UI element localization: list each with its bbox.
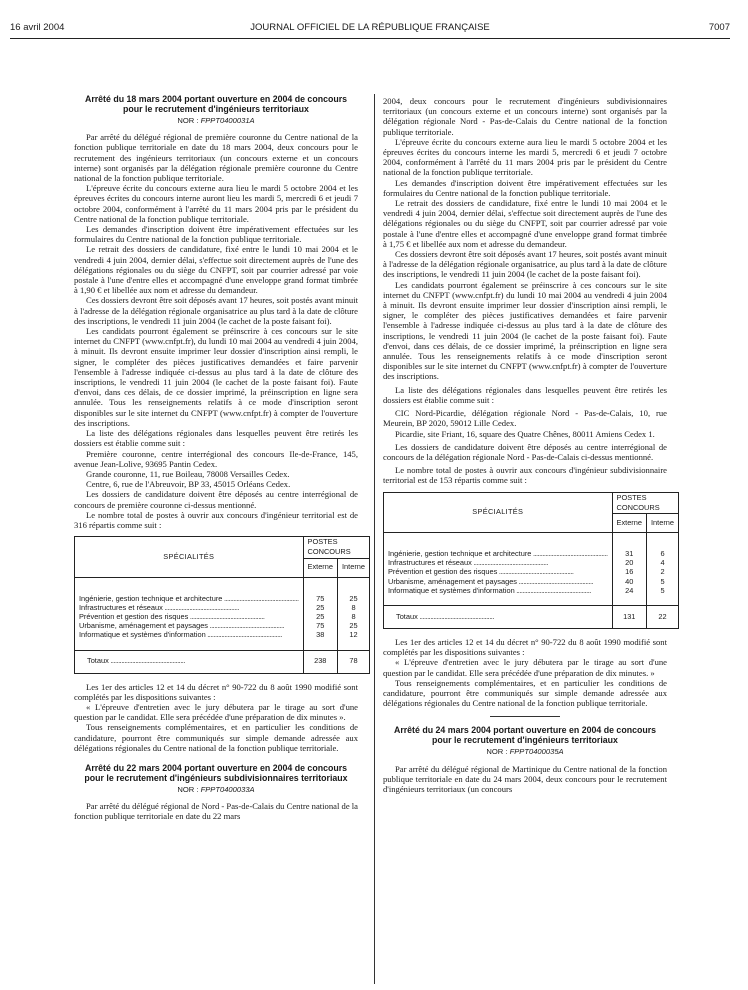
table-row [384,532,679,558]
row-label: Prévention et gestion des risques ..... [79,612,264,621]
paragraph: L'épreuve écrite du concours externe aura lieu le mardi 5 octobre 2004 et les épreuves écrites du concours interne les mardi 5, mercredi 6 et jeudi 7 octobre 2004, conformément à l'arrêté du 11 mars 2004 pris par le président du Centre national de la fonction publique territoriale. [383,136,667,178]
row-interne: 8 [338,612,370,621]
row-externe: 25 [303,612,337,621]
table-row [384,567,679,576]
row-interne: 5 [647,586,679,606]
header-date: 16 avril 2004 [10,22,65,33]
arrete-22-mars-nor [74,785,358,795]
totaux-label: Totaux ..... [87,656,185,665]
row-interne: 6 [647,532,679,558]
nor-label: NOR : [177,116,201,125]
table-row [75,621,370,630]
left-column [74,94,366,822]
row-label: Urbanisme, aménagement et paysages ..... [388,577,593,586]
column-divider [374,94,375,984]
header-page-number: 7007 [708,22,730,33]
row-label: Ingénierie, gestion technique et architecture ..... [79,594,299,603]
row-interne: 12 [338,630,370,650]
paragraph: Par arrêté du délégué régional de Martinique du Centre national de la fonction publique territoriale en date du 24 mars 2004, deux concours pour le recrutement d'ingénieurs territoriaux (un concours [383,763,667,794]
paragraph: La liste des délégations régionales dans lesquelles peuvent être retirés les dossiers est établie comme suit : [74,428,358,449]
row-interne: 2 [647,567,679,576]
row-interne: 5 [647,577,679,586]
row-externe: 25 [303,603,337,612]
paragraph: Centre, 6, rue de l'Abreuvoir, BP 33, 45015 Orléans Cedex. [86,479,291,490]
paragraph: Ces dossiers devront être soit déposés avant 17 heures, soit postés avant minuit à l'adresse de la délégation régionale organisatrice au plus tard à la date de clôture des inscriptions, le vendredi 11 juin 2004 (le cachet de la poste faisant foi). [74,295,358,326]
page-header [10,22,730,36]
paragraph: Ces dossiers devront être soit déposés avant 17 heures, soit postés avant minuit à l'adresse de la délégation régionale organisatrice, au plus tard à la date de clôture des inscriptions, le vendredi 11 juin 2004 (le cachet de la poste faisant foi). [383,249,667,280]
paragraph: Tous renseignements complémentaires, et en particulier les conditions de candidature, pourront être communiqués sur simple demande adressée aux délégations régionales du Centre national de la fonction publique territoriale. [383,677,667,709]
postes-concours-header: POSTES CONCOURS [612,492,679,513]
nor-label: NOR : [486,747,510,757]
table-row [384,558,679,567]
nor-code: FPPT0400035A [509,747,564,757]
row-label: Ingénierie, gestion technique et architecture ..... [388,549,608,558]
paragraph: « L'épreuve d'entretien avec le jury débutera par le tirage au sort d'une question par le candidat. Elle sera précédée d'une préparation de dix minutes. » [383,657,667,678]
table-row [384,577,679,586]
row-interne: 4 [647,558,679,567]
arrete-18-mars-title: Arrêté du 18 mars 2004 portant ouverture en 2004 de concours pour le recrutement d'ingénieurs territoriaux [84,94,348,114]
total-interne: 22 [647,605,679,628]
row-externe: 40 [612,577,646,586]
paragraph: Les candidats pourront également se préinscrire à ces concours sur le site internet du CNFPT (www.cnfpt.fr) du lundi 10 mai 2004 au vendredi 4 juin 2004 à minuit. Ils devront ensuite imprimer leur dossier d'inscription ainsi rempli, le signer, le compléter des pièces justificatives demandées et faire parvenir l'ensemble à l'adresse indiquée ci-dessus au plus tard à la date de clôture des inscriptions, le vendredi 11 juin 2004 (le cachet de la poste faisant foi). Faute d'envoi, dans ces délais, de ce dossier imprimé, la préinscription en ligne sera annulée. Tous les renseignements relatifs à ce mode d'inscription seront disponibles sur le site internet du CNFPT (www.cnfpt.fr) à compter de l'ouverture des inscriptions. [383,279,667,382]
paragraph: Picardie, site Friant, 16, square des Quatre Chênes, 80011 Amiens Cedex 1. [395,428,655,439]
row-externe: 16 [612,567,646,576]
paragraph: Le nombre total de postes à ouvrir aux concours d'ingénieur territorial est de 316 répartis comme suit : [74,509,358,530]
totals-row [384,605,679,628]
paragraph: Les dossiers de candidature doivent être déposés au centre interrégional de concours de première couronne ci-dessus mentionné. [74,489,358,510]
paragraph: Les demandes d'inscription doivent être impérativement effectuées sur les formulaires du Centre national de la fonction publique territoriale. [74,224,358,245]
paragraph: Le retrait des dossiers de candidature, fixé entre le lundi 10 mai 2004 et le vendredi 4 juin 2004, dernier délai, s'effectue soit directement auprès de l'une des délégations régionales ou du siège du CNFPT, soit par courrier adressé par voie postale à l'une d'entre elles et accompagné d'une enveloppe grand format timbrée à 1,75 € et libellée aux nom et adresse du demandeur. [383,198,667,249]
arrete-24-mars-nor [383,747,667,757]
paragraph: Les candidats pourront également se préinscrire à ces concours sur le site internet du CNFPT (www.cnfpt.fr), du lundi 10 mai 2004 au vendredi 4 juin 2004, à minuit. Ils devront ensuite imprimer leur dossier d'inscription ainsi rempli, le signer, le compléter des pièces justificatives demandées et faire parvenir l'ensemble à l'adresse indiquée ci-dessus au plus tard à la date de clôture des inscriptions, le vendredi 11 juin 2004 (le cachet de la poste faisant foi). Faute d'envoi, dans ces délais, de ce dossier imprimé, la préinscription en ligne sera annulée. Tous les renseignements relatifs à ce mode d'inscription seront disponibles sur le site internet du CNFPT (www.cnfpt.fr) à compter de l'ouverture des inscriptions. [74,326,358,428]
row-label: Prévention et gestion des risques ..... [388,567,573,576]
arrete-18-mars-nor [74,116,358,126]
row-externe: 75 [303,621,337,630]
total-externe: 238 [303,650,337,673]
row-interne: 8 [338,603,370,612]
header-rule [10,38,730,39]
table-row [75,577,370,603]
nor-label: NOR : [177,784,201,794]
total-externe: 131 [612,605,646,628]
interne-header: Interne [647,513,679,532]
externe-header: Externe [303,558,337,577]
paragraph: La liste des délégations régionales dans lesquelles peuvent être retirés les dossiers est établie comme suit : [383,384,667,405]
arrete-22-mars-title: Arrêté du 22 mars 2004 portant ouverture en 2004 de concours pour le recrutement d'ingénieurs subdivisionnaires territoriaux [84,762,348,783]
header-journal-title: JOURNAL OFFICIEL DE LA RÉPUBLIQUE FRANÇAISE [250,22,490,33]
row-label: Infrastructures et réseaux ..... [388,558,548,567]
paragraph: Les 1er des articles 12 et 14 du décret n° 90-722 du 8 août 1990 modifié sont complétés par les dispositions suivantes : [383,636,667,658]
row-label: Informatique et systèmes d'information ..... [388,586,591,595]
paragraph: Le retrait des dossiers de candidature, fixé entre le lundi 10 mai 2004 et le vendredi 4 juin 2004, dernier délai, s'effectue soit directement auprès de l'une des délégations régionales ou du siège du CNFPT, soit par courrier adressé par voie postale à l'une d'entre elles et accompagné d'une enveloppe grand format timbrée à 1,90 € et libellée aux nom et adresse du demandeur. [74,244,358,296]
paragraph: Les demandes d'inscription doivent être impérativement effectuées sur les formulaires du Centre national de la fonction publique territoriale. [383,177,667,198]
paragraph: « L'épreuve d'entretien avec le jury débutera par le tirage au sort d'une question par le candidat. Elle sera précédée d'une préparation de dix minutes ». [74,701,358,723]
paragraph: CIC Nord-Picardie, délégation régionale Nord - Pas-de-Calais, 10, rue Meurein, BP 2020, 59012 Lille Cedex. [383,408,667,429]
interne-header: Interne [338,558,370,577]
paragraph: Les dossiers de candidature doivent être déposés au centre interrégional de concours de la délégation régionale Nord - Pas-de-Calais ci-dessus mentionné. [383,441,667,462]
paragraph: 2004, deux concours pour le recrutement d'ingénieurs subdivisionnaires territoriaux (un concours externe et un concours interne) sont organisés par la délégation régionale Nord - Pas-de-Calais du Centre national de la fonction publique territoriale. [383,96,667,137]
row-label: Infrastructures et réseaux ..... [79,603,239,612]
paragraph: Le nombre total de postes à ouvrir aux concours d'ingénieur subdivisionnaire territorial est de 153 répartis comme suit : [383,465,667,486]
paragraph: Par arrêté du délégué régional de première couronne du Centre national de la fonction publique territoriale en date du 18 mars 2004, deux concours pour le recrutement des ingénieurs territoriaux (un concours externe et un concours interne) sont organisés par la délégation régionale première couronne du Centre national de la fonction publique territoriale. [74,132,358,184]
total-interne: 78 [338,650,370,673]
externe-header: Externe [612,513,646,532]
table-row [75,630,370,650]
row-externe: 20 [612,558,646,567]
paragraph: L'épreuve écrite du concours externe aura lieu le mardi 5 octobre 2004 et les épreuves écrites du concours interne auront lieu les mardi 5, mercredi 6 et jeudi 7 octobre 2004, conformément à l'arrêté du 11 mars 2004 pris par le président du Centre national de la fonction publique territoriale. [74,183,358,224]
row-externe: 38 [303,630,337,650]
postes-table-2 [383,492,679,629]
nor-code: FPPT0400031A [200,116,255,125]
row-label: Urbanisme, aménagement et paysages ..... [79,621,284,630]
specialites-header: SPÉCIALITÉS [384,492,613,532]
row-externe: 75 [303,577,337,603]
specialites-header: SPÉCIALITÉS [75,537,304,577]
paragraph: Première couronne, centre interrégional des concours Ile-de-France, 145, avenue Jean-Lolive, 93695 Pantin Cedex. [74,448,358,469]
table-row [75,603,370,612]
paragraph: Par arrêté du délégué régional de Nord - Pas-de-Calais du Centre national de la fonction publique territoriale en date du 22 mars [74,801,358,822]
row-externe: 31 [612,532,646,558]
table-row [384,586,679,606]
row-interne: 25 [338,577,370,603]
table-row [75,612,370,621]
postes-concours-header: POSTES CONCOURS [303,537,370,558]
right-column [383,96,675,794]
arrete-24-mars-title: Arrêté du 24 mars 2004 portant ouverture en 2004 de concours pour le recrutement d'ingénieurs territoriaux [393,725,657,746]
postes-table-1 [74,536,370,673]
paragraph: Grande couronne, 11, rue Boileau, 78008 Versailles Cedex. [86,468,290,479]
paragraph: Tous renseignements complémentaires, et en particulier les conditions de candidature, pourront être communiqués sur simple demande adressée aux délégations régionales du Centre national de la fonction publique territoriale. [74,722,358,753]
row-interne: 25 [338,621,370,630]
totaux-label: Totaux ..... [396,612,494,621]
row-externe: 24 [612,586,646,606]
row-label: Informatique et systèmes d'information ..... [79,630,282,639]
totals-row [75,650,370,673]
paragraph: Les 1er des articles 12 et 14 du décret n° 90-722 du 8 août 1990 modifié sont complétés par les dispositions suivantes : [74,681,358,702]
section-separator [490,716,560,717]
nor-code: FPPT0400033A [200,784,255,794]
